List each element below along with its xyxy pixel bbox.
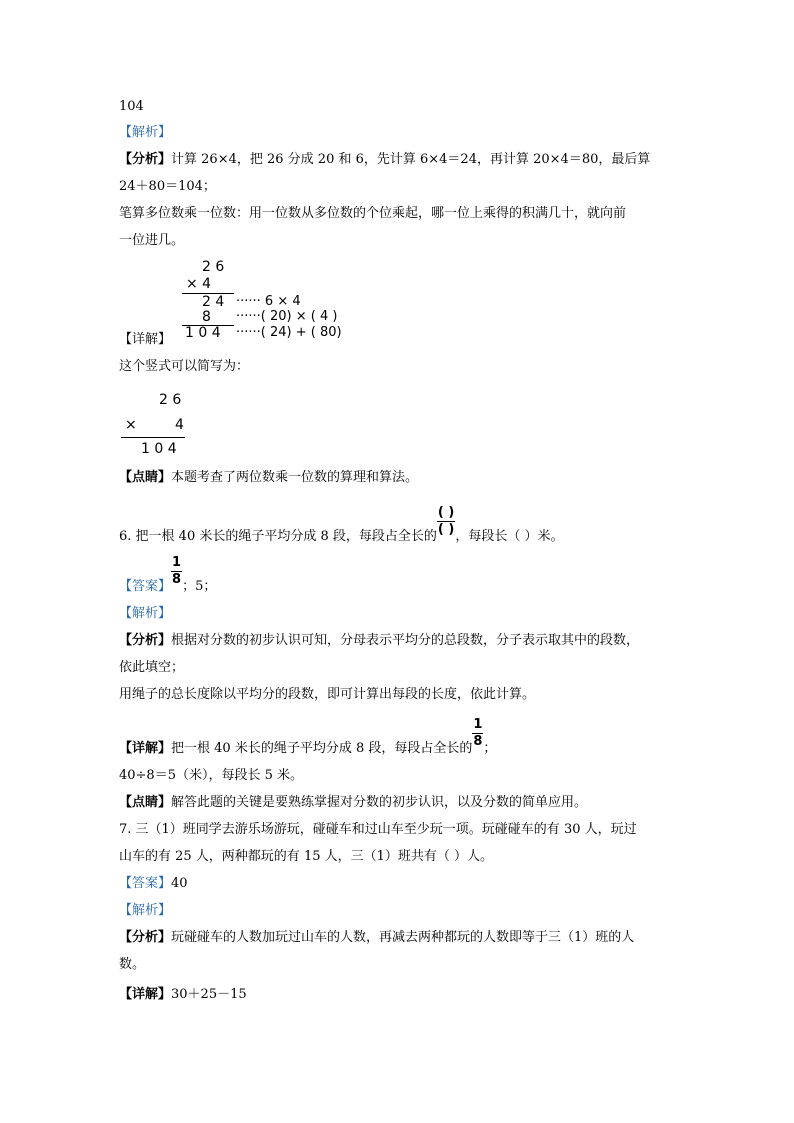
q7-question-line-2: 山车的有 25 人，两种都玩的有 15 人，三（1）班共有（ ）人。 xyxy=(119,849,494,864)
fig1-row5-result: 1 0 4 xyxy=(185,325,221,341)
q6-xiangjie-tag: 【详解】 xyxy=(119,741,172,756)
q6-xiangjie-frac-num: 1 xyxy=(473,717,483,732)
q6-fenxi-text-1: 根据对分数的初步认识可知，分母表示平均分的总段数，分子表示取其中的段数， xyxy=(171,633,640,648)
fig1-row5-note: ······( 24) + ( 80) xyxy=(236,325,342,340)
q6-calc-line: 40÷8＝5（米），每段长 5 米。 xyxy=(119,768,304,783)
q6-answer-tag: 【答案】 xyxy=(119,579,172,594)
q6-fraction-blank xyxy=(437,506,455,537)
q6-analysis-tag: 【解析】 xyxy=(119,606,172,621)
q5-dianjing-tag: 【点睛】 xyxy=(119,470,172,485)
fig1-row3-result: 2 4 xyxy=(202,294,225,310)
q7-fenxi-text-1: 玩碰碰车的人数加玩过山车的人数，再减去两种都玩的人数即等于三（1）班的人 xyxy=(171,930,635,945)
q5-fenxi-text-1: 计算 26×4，把 26 分成 20 和 6，先计算 6×4＝24，再计算 20×4＝80，最后算 xyxy=(171,152,651,167)
fig1-row1: 2 6 xyxy=(202,259,225,275)
q7-question-line-1: 7. 三（1）班同学去游乐场游玩，碰碰车和过山车至少玩一项。玩碰碰车的有 30 人，玩过 xyxy=(119,822,637,837)
q6-frac-num-blank: ( ) xyxy=(437,505,455,520)
q7-fenxi-line-1 xyxy=(119,929,634,947)
q6-fenxi-tag: 【分析】 xyxy=(119,633,172,648)
vertical-multiplication-detailed xyxy=(180,259,370,343)
fig1-row3-note: ······ 6 × 4 xyxy=(236,294,301,309)
q5-fenxi-tag: 【分析】 xyxy=(119,152,172,167)
q5-fenxi-line-2: 24＋80＝104； xyxy=(119,179,216,194)
q5-analysis-tag: 【解析】 xyxy=(119,125,172,140)
fig1-row4-note: ······( 20) × ( 4 ) xyxy=(236,309,338,324)
q6-xiangjie-end: ； xyxy=(483,741,497,756)
q6-dianjing-tag: 【点睛】 xyxy=(119,795,172,810)
q7-fenxi-tag: 【分析】 xyxy=(119,930,172,945)
q6-xiangjie-frac-den: 8 xyxy=(473,734,483,749)
q6-question-line xyxy=(119,505,564,546)
fig2-rule xyxy=(121,437,185,438)
q6-fenxi-line-1 xyxy=(119,632,639,650)
q7-answer-line xyxy=(119,875,188,893)
fig1-row4-result: 8 xyxy=(202,309,211,325)
q7-answer-value: 40 xyxy=(171,876,188,891)
q5-dianjing-text: 本题考查了两位数乘一位数的算理和算法。 xyxy=(171,470,419,485)
q6-question-b: ，每段长（ ）米。 xyxy=(455,529,564,544)
q6-answer-rest: ；5； xyxy=(182,579,217,594)
q5-dianjing-line xyxy=(119,469,418,487)
q6-frac-den-blank: ( ) xyxy=(437,522,455,537)
q5-fenxi-line-4: 一位进几。 xyxy=(119,233,185,248)
q6-dianjing-text: 解答此题的关键是要熟练掌握对分数的初步认识，以及分数的简单应用。 xyxy=(171,795,588,810)
q7-fenxi-line-2: 数。 xyxy=(119,957,146,972)
q6-dianjing-line xyxy=(119,794,587,812)
fig2-row2-num: 4 xyxy=(175,417,184,433)
fig2-row3: 1 0 4 xyxy=(141,441,177,457)
vertical-multiplication-short xyxy=(119,392,199,462)
q6-fenxi-line-2: 依此填空； xyxy=(119,660,185,675)
q5-xiangjie-tag: 【详解】 xyxy=(119,332,172,347)
q6-xiangjie-fraction xyxy=(472,718,483,749)
fig2-row1: 2 6 xyxy=(159,392,182,408)
top-number: 104 xyxy=(119,99,144,114)
q5-xiangjie-text: 这个竖式可以简写为： xyxy=(119,359,250,374)
q6-fenxi-line-3: 用绳子的总长度除以平均分的段数，即可计算出每段的长度，依此计算。 xyxy=(119,687,536,702)
q6-answer-fraction xyxy=(171,556,182,587)
q7-xiangjie-line xyxy=(119,986,247,1004)
q5-fenxi-line-1 xyxy=(119,151,650,169)
fig1-row2: × 4 xyxy=(186,276,212,292)
q6-xiangjie-line xyxy=(119,717,497,758)
q6-answer-frac-num: 1 xyxy=(172,555,182,570)
q7-xiangjie-text: 30＋25－15 xyxy=(171,987,247,1002)
q7-analysis-tag: 【解析】 xyxy=(119,903,172,918)
fig2-multiply-sign: × xyxy=(125,417,137,433)
q7-answer-tag: 【答案】 xyxy=(119,876,172,891)
q6-answer-line xyxy=(119,555,217,596)
q5-fenxi-line-3: 笔算多位数乘一位数：用一位数从多位数的个位乘起，哪一位上乘得的积满几十，就向前 xyxy=(119,206,627,221)
q6-question-a: 6. 把一根 40 米长的绳子平均分成 8 段，每段占全长的 xyxy=(119,529,437,544)
q6-xiangjie-text: 把一根 40 米长的绳子平均分成 8 段，每段占全长的 xyxy=(171,741,473,756)
q7-xiangjie-tag: 【详解】 xyxy=(119,987,172,1002)
q6-answer-frac-den: 8 xyxy=(172,572,182,587)
